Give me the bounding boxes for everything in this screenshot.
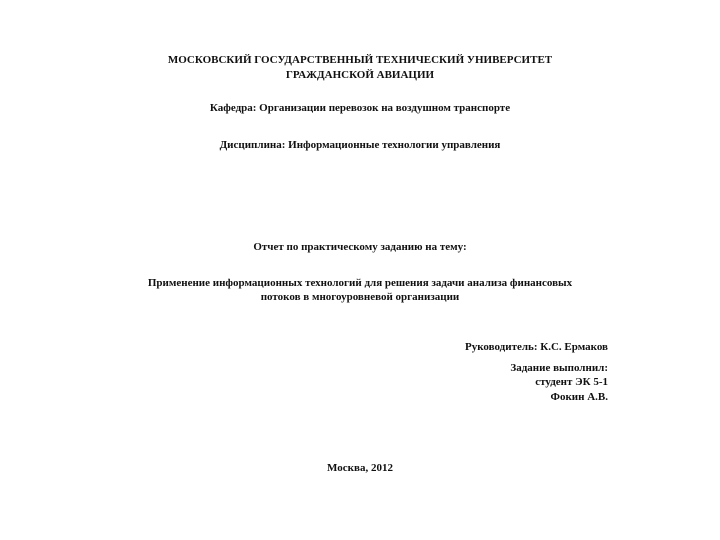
report-intro: Отчет по практическому заданию на тему: xyxy=(253,241,467,253)
report-topic-line-1: Применение информационных технологий для решения задачи анализа финансовых xyxy=(147,277,573,289)
city-year: Москва, 2012 xyxy=(327,462,393,474)
department-line: Кафедра: Организации перевозок на воздушном транспорте xyxy=(209,102,511,114)
university-name-line-1: МОСКОВСКИЙ ГОСУДАРСТВЕННЫЙ ТЕХНИЧЕСКИЙ УНИВЕРСИТЕТ xyxy=(167,54,553,66)
report-topic-line-2: потоков в многоуровневой организации xyxy=(260,291,460,303)
supervisor-line: Руководитель: К.С. Ермаков xyxy=(464,341,608,353)
discipline-line: Дисциплина: Информационные технологии управления xyxy=(219,139,501,151)
student-name: Фокин А.В. xyxy=(550,391,608,403)
student-group: студент ЭК 5-1 xyxy=(535,376,608,388)
done-by-label: Задание выполнил: xyxy=(510,362,608,374)
university-name-line-2: ГРАЖДАНСКОЙ АВИАЦИИ xyxy=(285,69,435,81)
